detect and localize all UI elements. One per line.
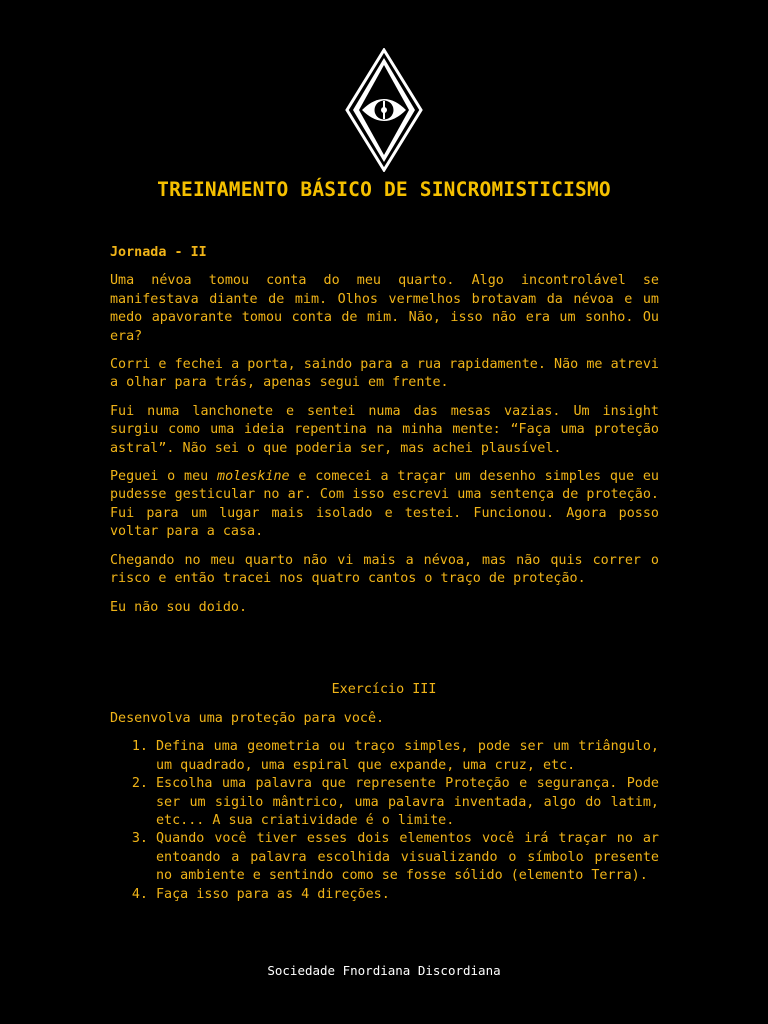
journey-paragraph-4 <box>110 468 659 542</box>
journey-paragraph-4-start: Peguei o meu <box>110 469 218 485</box>
exercise-section <box>110 710 659 904</box>
exercise-steps-list <box>110 738 659 904</box>
exercise-title: Exercício III <box>331 682 437 697</box>
journey-section <box>110 244 659 627</box>
journey-paragraph-5: Chegando no meu quarto não vi mais a névoa, mas não quis correr o risco e então tracei nos quatro cantos o traço de proteção. <box>110 552 659 587</box>
journey-paragraph-1: Uma névoa tomou conta do meu quarto. Algo incontrolável se manifestava diante de mim. Olhos vermelhos brotavam da névoa e um medo apavorante tomou conta de mim. Não, isso não era um sonho. Ou era? <box>110 273 659 344</box>
exercise-step-1: 1. Defina uma geometria ou traço simples, pode ser um triângulo, um quadrado, uma espiral que expande, uma cruz, etc. <box>156 738 659 775</box>
journey-heading: Jornada - II <box>110 245 207 260</box>
exercise-step-4: 4. Faça isso para as 4 direções. <box>156 886 659 904</box>
exercise-step-3: 3. Quando você tiver esses dois elementos você irá traçar no ar entoando a palavra escolhida visualizando o símbolo presente no ambiente e sentindo como se fosse sólido (elemento Terra). <box>156 830 659 885</box>
journey-paragraph-2: Corri e fechei a porta, saindo para a rua rapidamente. Não me atrevi a olhar para trás, apenas segui em frente. <box>110 357 659 391</box>
journey-paragraph-3: Fui numa lanchonete e sentei numa das mesas vazias. Um insight surgiu como uma ideia repentina na minha mente: “Faça uma proteção astral”. Não sei o que poderia ser, mas achei plausível. <box>110 403 659 456</box>
exercise-intro: Desenvolva uma proteção para você. <box>110 711 385 726</box>
journey-paragraph-6: Eu não sou doido. <box>110 599 248 615</box>
exercise-step-2: 2. Escolha uma palavra que represente Proteção e segurança. Pode ser um sigilo mântrico, uma palavra inventada, algo do latim, etc... A sua criatividade é o limite. <box>156 775 659 830</box>
moleskine-word: moleskine <box>217 469 290 485</box>
page-title: TREINAMENTO BÁSICO DE SINCROMISTICISMO <box>157 178 611 201</box>
journey-paragraph-4-end: e comecei a traçar um desenho simples que eu pudesse gesticular no ar. Com isso escrevi uma sentença de proteção. Fui para um lugar mais isolado e testei. Funcionou. Agora posso voltar para a casa. <box>110 469 659 540</box>
eye-in-diamond-icon <box>345 48 423 172</box>
footer-text: Sociedade Fnordiana Discordiana <box>267 963 501 978</box>
